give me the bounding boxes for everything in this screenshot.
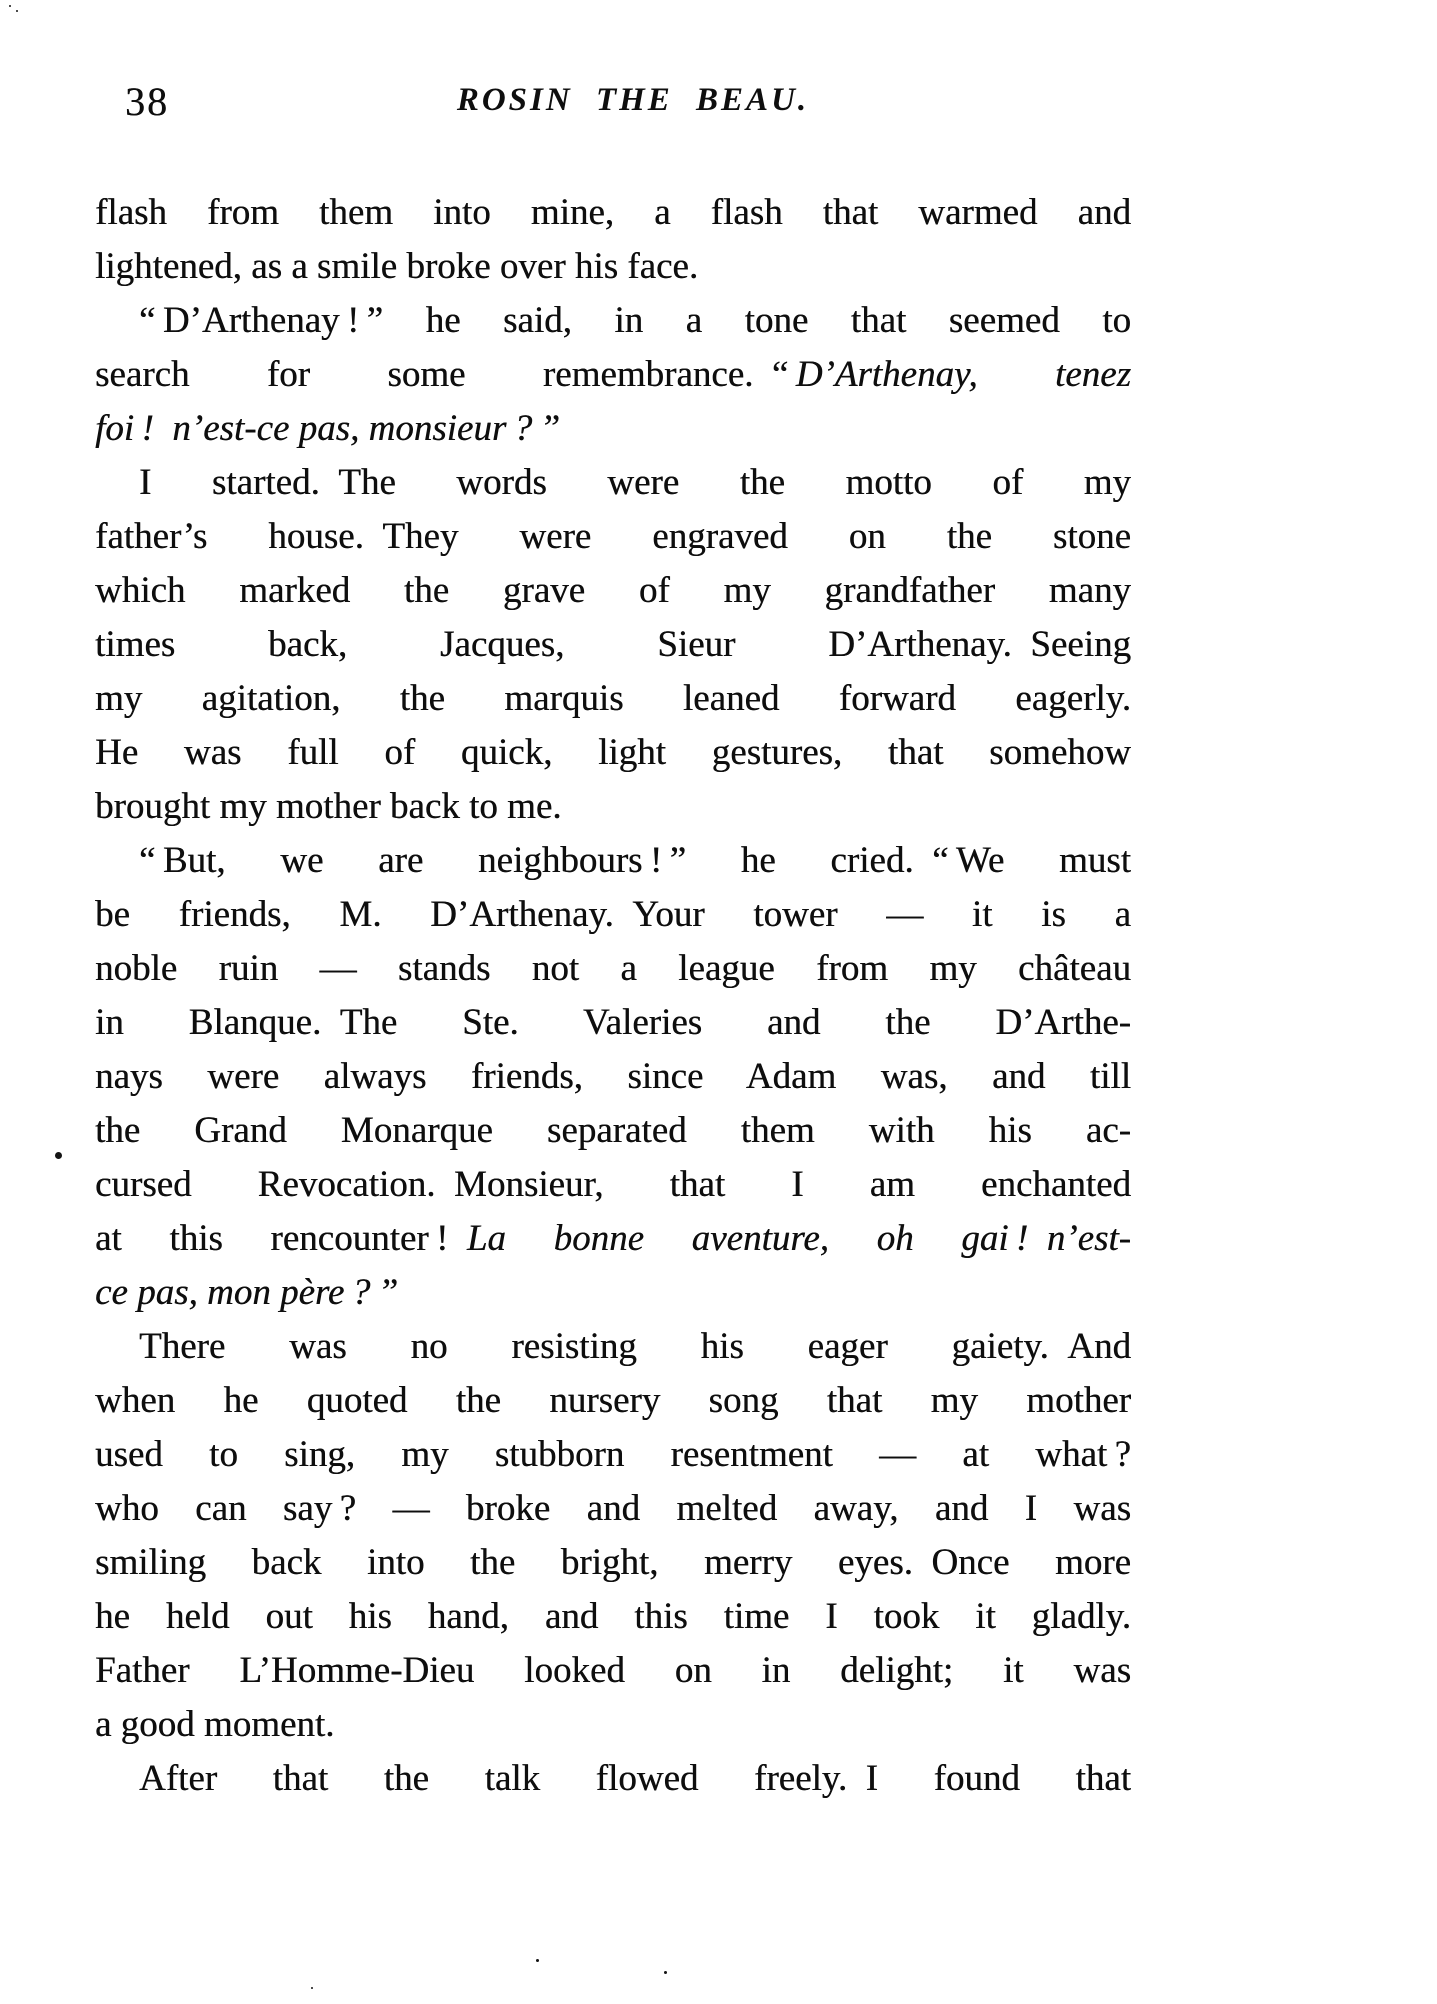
text-body xyxy=(95,186,1131,1806)
text-line xyxy=(95,1320,1131,1374)
ink-speck xyxy=(536,1959,539,1962)
roman-text: flash from them into mine, a flash that warmed and xyxy=(95,192,1131,233)
paragraph xyxy=(95,1752,1131,1806)
roman-text: I started. The words were the motto of my xyxy=(139,462,1131,503)
ink-speck xyxy=(311,1987,313,1989)
ink-speck xyxy=(16,10,18,12)
roman-text: father’s house. They were engraved on the stone xyxy=(95,516,1131,557)
roman-text: the Grand Monarque separated them with his ac- xyxy=(95,1110,1131,1151)
roman-text: nays were always friends, since Adam was, and till xyxy=(95,1056,1131,1097)
text-line xyxy=(95,1266,1131,1320)
text-line xyxy=(95,564,1131,618)
text-line xyxy=(95,1536,1131,1590)
roman-text: when he quoted the nursery song that my mother xyxy=(95,1380,1131,1421)
roman-text: my agitation, the marquis leaned forward eagerly. xyxy=(95,678,1131,719)
text-line xyxy=(95,1590,1131,1644)
text-line xyxy=(95,1374,1131,1428)
roman-text: at this rencounter ! xyxy=(95,1218,467,1259)
text-line xyxy=(95,240,1131,294)
text-line xyxy=(95,1158,1131,1212)
text-line xyxy=(95,1644,1131,1698)
roman-text: used to sing, my stubborn resentment — at what ? xyxy=(95,1434,1131,1475)
roman-text: There was no resisting his eager gaiety. And xyxy=(139,1326,1131,1367)
ink-speck xyxy=(9,5,11,7)
text-line xyxy=(95,1104,1131,1158)
roman-text: Father L’Homme-Dieu looked on in delight; it was xyxy=(95,1650,1131,1691)
page-header xyxy=(95,78,1131,138)
text-line xyxy=(95,510,1131,564)
text-line xyxy=(95,1752,1131,1806)
text-line xyxy=(95,618,1131,672)
roman-text: After that the talk flowed freely. I found that xyxy=(139,1758,1131,1799)
roman-text: a good moment. xyxy=(95,1704,335,1745)
roman-text: who can say ? — broke and melted away, and I was xyxy=(95,1488,1131,1529)
paragraph xyxy=(95,1320,1131,1752)
text-line xyxy=(95,996,1131,1050)
roman-text: he held out his hand, and this time I took it gladly. xyxy=(95,1596,1131,1637)
paragraph xyxy=(95,456,1131,834)
text-line xyxy=(95,1482,1131,1536)
ink-speck xyxy=(664,1971,667,1974)
roman-text: “ D’Arthenay ! ” he said, in a tone that seemed to xyxy=(139,300,1131,341)
roman-text: be friends, M. D’Arthenay. Your tower — it is a xyxy=(95,894,1131,935)
roman-text: search for some remembrance. “ xyxy=(95,354,796,395)
running-title: ROSIN THE BEAU. xyxy=(456,82,810,118)
text-line xyxy=(95,348,1131,402)
text-line xyxy=(95,1698,1131,1752)
roman-text: lightened, as a smile broke over his face. xyxy=(95,246,699,287)
text-line xyxy=(95,456,1131,510)
roman-text: “ But, we are neighbours ! ” he cried. “ We must xyxy=(139,840,1131,881)
paragraph xyxy=(95,294,1131,456)
roman-text: times back, Jacques, Sieur D’Arthenay. Seeing xyxy=(95,624,1131,665)
text-line xyxy=(95,888,1131,942)
text-line xyxy=(95,294,1131,348)
text-line xyxy=(95,834,1131,888)
text-line xyxy=(95,672,1131,726)
text-line xyxy=(95,186,1131,240)
roman-text: smiling back into the bright, merry eyes. Once more xyxy=(95,1542,1131,1583)
ink-speck xyxy=(55,1152,62,1159)
roman-text: cursed Revocation. Monsieur, that I am enchanted xyxy=(95,1164,1131,1205)
text-line xyxy=(95,1428,1131,1482)
text-line xyxy=(95,942,1131,996)
roman-text: which marked the grave of my grandfather many xyxy=(95,570,1131,611)
text-line xyxy=(95,402,1131,456)
italic-text: D’Arthenay, tenez xyxy=(795,354,1131,395)
italic-text: ce pas, mon père ? ” xyxy=(95,1272,399,1313)
text-line xyxy=(95,1050,1131,1104)
paragraph xyxy=(95,186,1131,294)
text-line xyxy=(95,780,1131,834)
page-number: 38 xyxy=(125,79,169,124)
roman-text: brought my mother back to me. xyxy=(95,786,562,827)
roman-text: He was full of quick, light gestures, that somehow xyxy=(95,732,1131,773)
paragraph xyxy=(95,834,1131,1320)
text-line xyxy=(95,726,1131,780)
italic-text: foi ! n’est-ce pas, monsieur ? ” xyxy=(95,408,561,449)
roman-text: in Blanque. The Ste. Valeries and the D’Arthe- xyxy=(95,1002,1131,1043)
text-line xyxy=(95,1212,1131,1266)
roman-text: noble ruin — stands not a league from my château xyxy=(95,948,1131,989)
italic-text: La bonne aventure, oh gai ! n’est- xyxy=(466,1218,1131,1259)
